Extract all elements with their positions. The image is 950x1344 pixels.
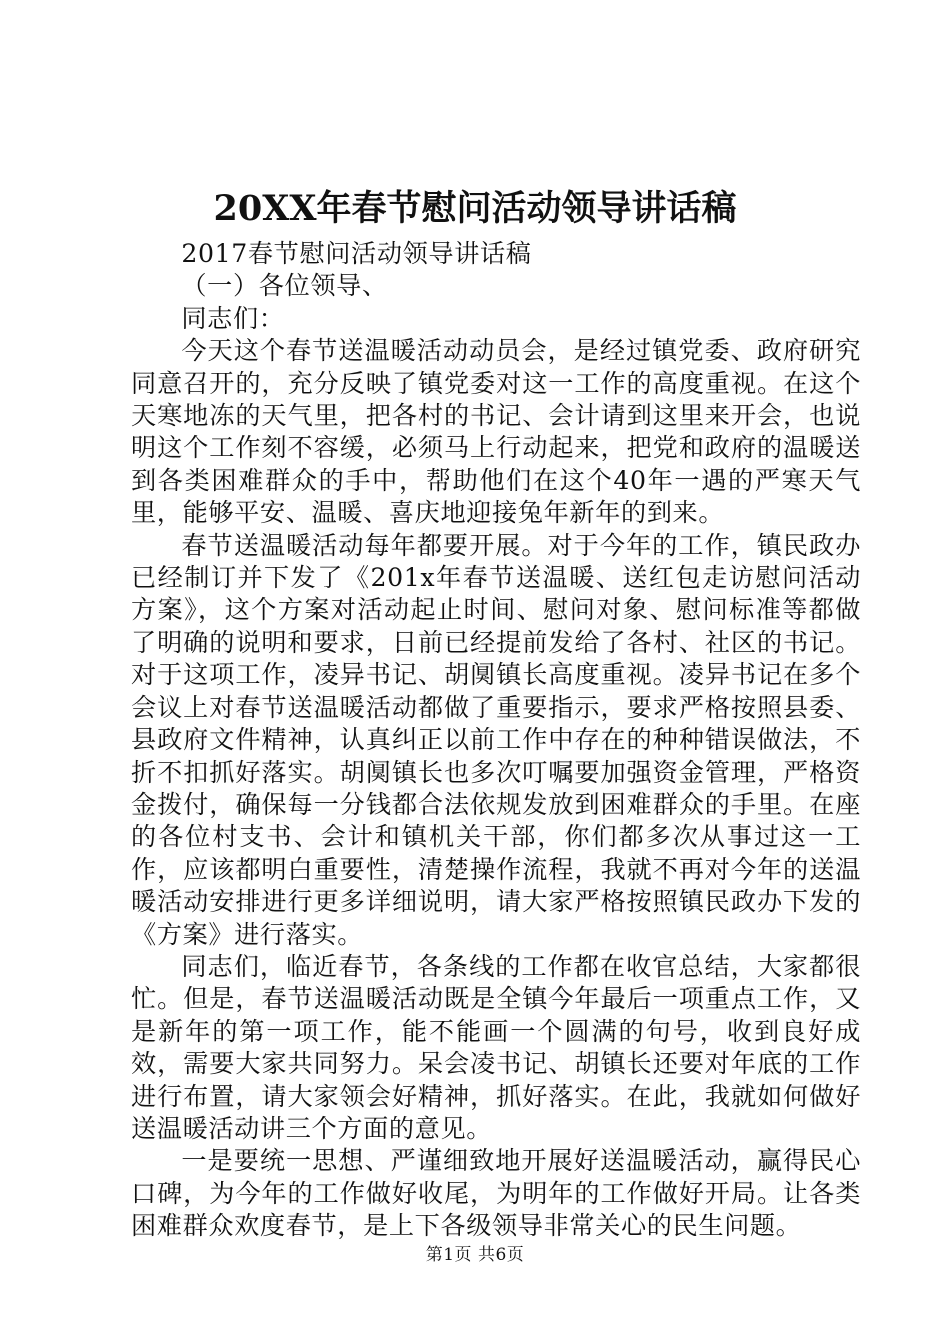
document-title: 20XX年春节慰问活动领导讲话稿 [213,188,737,229]
document-body [131,238,861,1243]
body-paragraph: 一是要统一思想、严谨细致地开展好送温暖活动，赢得民心口碑，为今年的工作做好收尾，为明年的工作做好开局。让各类困难群众欢度春节，是上下各级领导非常关心的民生问题。 [131,1146,861,1241]
body-paragraph: 同志们，临近春节，各条线的工作都在收官总结，大家都很忙。但是，春节送温暖活动既是全镇今年最后一项重点工作，又是新年的第一项工作，能不能画一个圆满的句号，收到良好成效，需要大家共同努力。呆会凌书记、胡镇长还要对年底的工作进行布置，请大家领会好精神，抓好落实。在此，我就如何做好送温暖活动讲三个方面的意见。 [131,951,861,1143]
body-paragraph: 今天这个春节送温暖活动动员会，是经过镇党委、政府研究同意召开的，充分反映了镇党委对这一工作的高度重视。在这个天寒地冻的天气里，把各村的书记、会计请到这里来开会，也说明这个工作刻不容缓，必须马上行动起来，把党和政府的温暖送到各类困难群众的手中，帮助他们在这个40年一遇的严寒天气里，能够平安、温暖、喜庆地迎接兔年新年的到来。 [131,336,861,528]
body-paragraph: 春节送温暖活动每年都要开展。对于今年的工作，镇民政办已经制订并下发了《201x年春节送温暖、送红包走访慰问活动方案》，这个方案对活动起止时间、慰问对象、慰问标准等都做了明确的说明和要求，日前已经提前发给了各村、社区的书记。对于这项工作，凌异书记、胡阒镇长高度重视。凌异书记在多个会议上对春节送温暖活动都做了重要指示，要求严格按照县委、县政府文件精神，认真纠正以前工作中存在的种种错误做法，不折不扣抓好落实。胡阒镇长也多次叮嘱要加强资金管理，严格资金拨付，确保每一分钱都合法依规发放到困难群众的手里。在座的各位村支书、会计和镇机关干部，你们都多次从事过这一工作，应该都明白重要性，清楚操作流程，我就不再对今年的送温暖活动安排进行更多详细说明，请大家严格按照镇民政办下发的《方案》进行落实。 [131,530,861,949]
page-number-footer: 第1页 共6页 [425,1245,525,1265]
subtitle-paragraph: 2017春节慰问活动领导讲话稿 [181,239,532,268]
salutation-line-1: （一）各位领导、 [181,271,388,301]
salutation-line-2: 同志们： [181,303,285,333]
